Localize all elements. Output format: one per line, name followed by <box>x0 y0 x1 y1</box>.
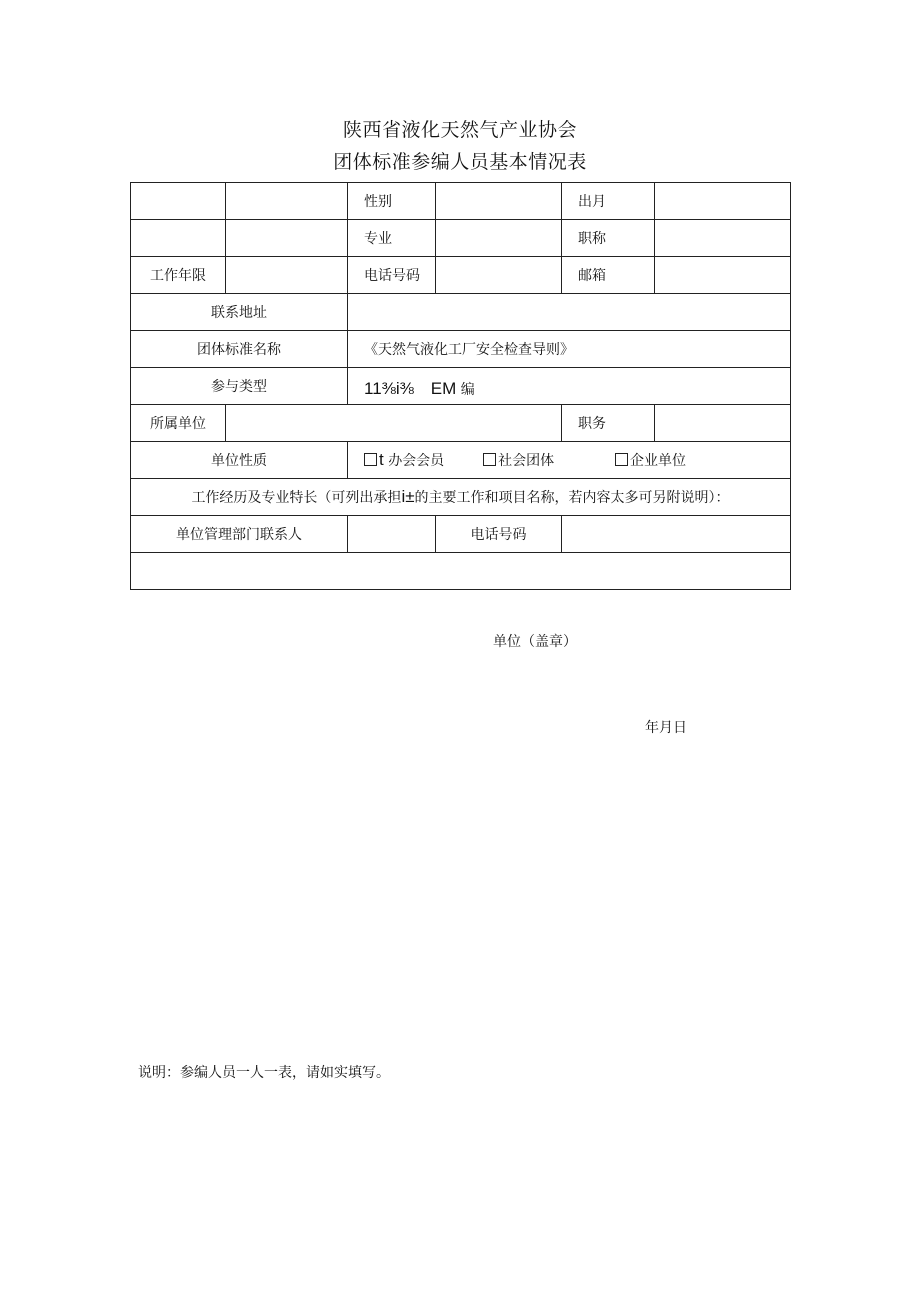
unit-value-cell[interactable] <box>226 405 562 442</box>
form-title-line1: 陕西省液化天然气产业协会 <box>342 119 577 141</box>
major-label: 专业 <box>348 220 436 257</box>
work-years-label: 工作年限 <box>131 257 226 294</box>
table-row-basic-1 <box>131 183 791 220</box>
table-row-seal <box>131 553 791 590</box>
email-label: 邮箱 <box>562 257 655 294</box>
seal-cell[interactable] <box>131 553 791 736</box>
table-row-address <box>131 294 791 331</box>
role-label: 参与类型 <box>131 368 348 405</box>
gender-value-cell[interactable] <box>436 183 562 220</box>
nature-option-member[interactable] <box>364 450 449 469</box>
email-value-cell[interactable] <box>655 257 791 294</box>
footer-note: 说明：参编人员一人一表，请如实填写。 <box>138 1065 390 1081</box>
address-value-cell[interactable] <box>348 294 791 331</box>
role-value-cell <box>348 368 791 405</box>
experience-cell[interactable] <box>131 479 791 516</box>
nature-option-social[interactable] <box>483 453 558 469</box>
education-label-cell <box>131 220 226 257</box>
unit-nature-label: 单位性质 <box>131 442 348 479</box>
contact-phone-label: 电话号码 <box>436 516 562 553</box>
name-value-cell[interactable] <box>226 183 348 220</box>
phone-label: 电话号码 <box>348 257 436 294</box>
role-value-latin: 11⅜i⅜ EM <box>364 378 457 398</box>
unit-label: 所属单位 <box>131 405 226 442</box>
standard-name-value: 《天然气液化工厂安全检查导则》 <box>348 331 791 368</box>
date-label: 年月日 <box>645 720 687 736</box>
contact-phone-value-cell[interactable] <box>562 516 791 553</box>
table-row-basic-2 <box>131 220 791 257</box>
form-title-line2: 团体标准参编人员基本情况表 <box>333 151 587 173</box>
birth-value-cell[interactable] <box>655 183 791 220</box>
table-row-basic-3 <box>131 257 791 294</box>
position-value-cell[interactable] <box>655 405 791 442</box>
table-row-unit-nature <box>131 442 791 479</box>
experience-label-latin: i± <box>401 487 415 506</box>
checkbox-icon[interactable] <box>483 453 496 466</box>
checkbox-icon[interactable] <box>615 453 628 466</box>
nature-option-member-prefix: t <box>379 450 384 469</box>
experience-label-tail: 的主要工作和项目名称，若内容太多可另附说明）： <box>414 490 730 506</box>
experience-label: 工作经历及专业特长（可列出承担 <box>191 490 402 506</box>
contact-person-value-cell[interactable] <box>348 516 436 553</box>
nature-option-social-label: 社会团体 <box>498 453 555 469</box>
title-value-cell[interactable] <box>655 220 791 257</box>
table-row-role <box>131 368 791 405</box>
role-value-cn: 编 <box>460 381 475 398</box>
table-row-contact <box>131 516 791 553</box>
checkbox-icon[interactable] <box>364 453 377 466</box>
position-label: 职务 <box>562 405 655 442</box>
major-value-cell[interactable] <box>436 220 562 257</box>
seal-label: 单位（盖章） <box>493 634 577 650</box>
nature-option-enterprise[interactable] <box>615 453 686 469</box>
gender-label: 性别 <box>348 183 436 220</box>
education-value-cell[interactable] <box>226 220 348 257</box>
standard-name-label: 团体标准名称 <box>131 331 348 368</box>
name-label-cell <box>131 183 226 220</box>
work-years-value-cell[interactable] <box>226 257 348 294</box>
birth-label: 出月 <box>562 183 655 220</box>
nature-option-enterprise-label: 企业单位 <box>630 453 686 469</box>
unit-nature-options <box>348 442 791 479</box>
nature-option-member-label: 办会会员 <box>388 453 445 469</box>
personnel-info-table <box>130 182 791 736</box>
title-label: 职称 <box>562 220 655 257</box>
table-row-experience <box>131 479 791 516</box>
phone-value-cell[interactable] <box>436 257 562 294</box>
table-row-standard <box>131 331 791 368</box>
address-label: 联系地址 <box>131 294 348 331</box>
contact-person-label: 单位管理部门联系人 <box>131 516 348 553</box>
table-row-unit <box>131 405 791 442</box>
